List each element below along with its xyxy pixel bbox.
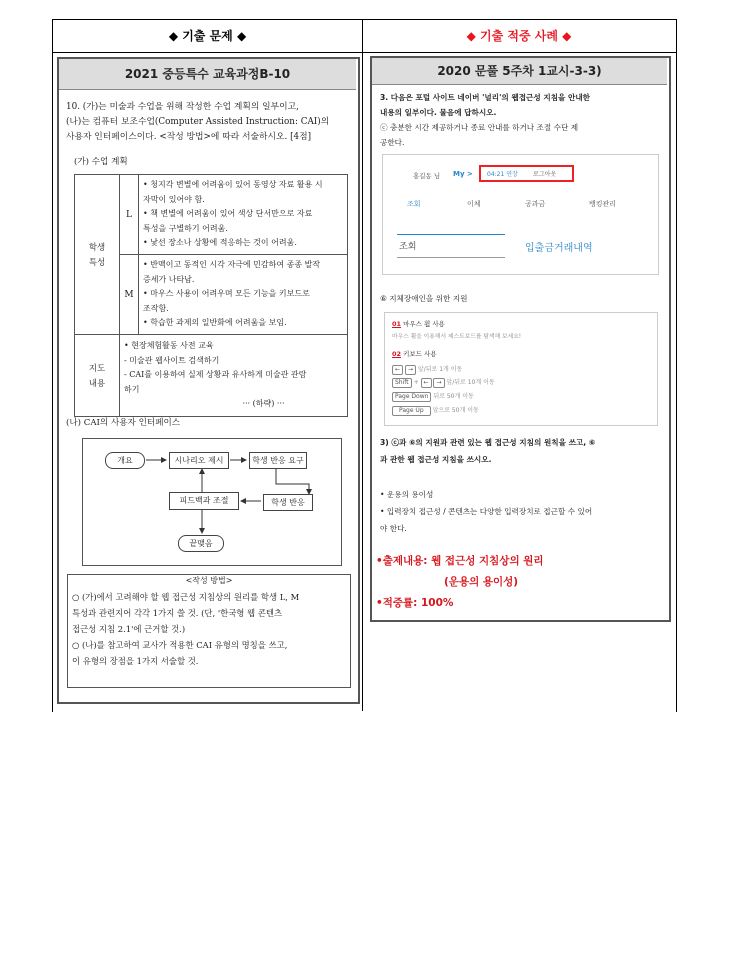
flow-scenario: 시나리오 제시	[169, 452, 229, 469]
key: ←	[392, 365, 403, 375]
header-divider	[52, 52, 676, 53]
key-desc: 앞으로 50개 이동	[432, 407, 479, 414]
trait-line: • 낯선 장소나 상황에 적응하는 것이 어려움.	[143, 238, 297, 248]
trait-line: • 마우스 사용이 어려우며 모든 기능을 키보드로	[143, 289, 310, 299]
guide-line: - CAI를 이용하여 실제 상황과 유사하게 미술관 관람	[124, 370, 307, 380]
key: Shift	[392, 378, 412, 388]
student-l: L	[120, 175, 139, 255]
web-tab-lookup[interactable]: 조회	[407, 200, 421, 208]
answer-line: 야 한다.	[380, 524, 407, 533]
right-column-header: ◆ 기출 적중 사례 ◆	[466, 29, 572, 43]
result-hit-rate: •적중률: 100%	[376, 597, 454, 609]
result-content: •출제내용: 웹 접근성 지침상의 원리	[376, 555, 544, 567]
key-row	[392, 391, 474, 402]
support-box	[384, 312, 658, 426]
mouse-desc: 마우스 휠을 이용해서 제스트보드를 탐색해 보세요!	[392, 334, 522, 340]
web-tab-transfer[interactable]: 이체	[467, 200, 481, 208]
omit-note: ··· (하략) ···	[242, 399, 285, 409]
writing-method-box	[67, 574, 351, 688]
web-tab-bills[interactable]: 공과금	[525, 200, 546, 208]
question-line: 10. (가)는 미술과 수업을 위해 작성한 수업 계획의 일부이고,	[66, 102, 299, 112]
trait-label-text: 학생 특성	[88, 241, 106, 267]
key-desc: 앞/뒤로 10개 이동	[446, 379, 495, 386]
answer-line: • 운용의 용이성	[380, 490, 434, 499]
method-title: <작성 방법>	[185, 576, 233, 585]
keyboard-title: 키보드 사용	[403, 350, 437, 358]
method-line: 이 유형의 장점을 1가지 서술할 것.	[72, 655, 199, 666]
intro-line: 3. 다음은 포털 사이트 네이버 '널리'의 웹접근성 지침을 안내한	[380, 93, 591, 102]
lookup-underline	[397, 257, 505, 258]
method-line: ○ (나)를 참고하여 교사가 적용한 CAI 유형의 명칭을 쓰고,	[72, 639, 288, 650]
guide-line: - 미술관 웹사이트 검색하기	[124, 355, 220, 365]
guide-content	[120, 335, 348, 417]
guide-line: • 현장체험활동 사전 교육	[124, 341, 214, 351]
method-line: ○ (가)에서 고려해야 할 웹 접근성 지침상의 원리를 학생 L, M	[72, 591, 300, 602]
logout-button[interactable]: 로그아웃	[533, 171, 557, 178]
guide-label-text: 지도 내용	[88, 362, 106, 388]
key-row	[392, 405, 479, 416]
method-line: 접근성 지침 2.1'에 근거할 것.)	[72, 623, 186, 634]
plan-label: (가) 수업 계획	[74, 157, 128, 167]
lookup-heading: 조회	[399, 242, 417, 252]
q3-line: 3) ⓒ과 ⑥의 지원과 관련 있는 웹 접근성 지침의 원칙을 쓰고, ⑥	[380, 438, 596, 447]
mouse-num: 01	[392, 320, 402, 328]
ui-label: (나) CAI의 사용자 인터페이스	[66, 418, 181, 428]
flow-end: 끝맺음	[178, 535, 224, 552]
question-line: 사용자 인터페이스이다. <작성 방법>에 따라 서술하시오. [4점]	[66, 132, 312, 142]
flow-feedback: 피드백과 조절	[169, 492, 239, 510]
cai-flow-diagram	[82, 438, 342, 566]
left-column-header: ◆ 기출 문제 ◆	[168, 29, 247, 43]
right-intro	[380, 90, 590, 150]
result-principle: (운용의 용이성)	[444, 576, 519, 588]
user-name: 홍길동 님	[413, 172, 441, 180]
flow-overview: 개요	[105, 452, 145, 469]
trait-line: • 반맥이고 동적인 시각 자극에 민감하여 종종 발작	[143, 260, 321, 270]
intro-line: ⓒ 충분한 시간 제공하거나 종료 안내를 하거나 조절 수단 제	[380, 123, 579, 132]
banking-web-screenshot	[382, 154, 659, 275]
question-line: (나)는 컴퓨터 보조수업(Computer Assisted Instruction: CAI)의	[66, 117, 330, 127]
question-3	[380, 434, 595, 468]
question-text	[66, 100, 329, 145]
answer	[380, 486, 592, 537]
hit-example-title: 2020 문풀 5주차 1교시-3-3)	[372, 58, 667, 85]
trait-line: • 청지각 변별에 어려움이 있어 동영상 자료 활용 시	[143, 180, 323, 190]
student-l-traits	[139, 175, 348, 255]
transaction-history-link[interactable]: 입출금거래내역	[525, 243, 593, 254]
student-m: M	[120, 255, 139, 335]
key: Page Down	[392, 392, 431, 402]
method-line: 특성과 관련지어 각각 1가지 쓸 것. (단, '한국형 웹 콘텐츠	[72, 607, 283, 618]
active-tab-underline	[397, 234, 505, 235]
key-plus: +	[413, 379, 419, 386]
keyboard-support	[392, 349, 437, 358]
key-row	[392, 364, 462, 375]
flow-request: 학생 반응 요구	[249, 452, 307, 469]
key: →	[433, 378, 444, 388]
mouse-title: 마우스 휠 사용	[403, 320, 445, 328]
key: ←	[421, 378, 432, 388]
keyboard-num: 02	[392, 350, 402, 358]
exam-question-title: 2021 중등특수 교육과정B-10	[59, 59, 356, 90]
key-desc: 뒤로 50개 이동	[433, 393, 474, 400]
intro-line: 공한다.	[380, 138, 405, 147]
trait-line: • 학습한 과제의 일반화에 어려움을 보임.	[143, 318, 287, 328]
trait-line: 조작함.	[143, 303, 169, 313]
flow-response: 학생 반응	[263, 494, 313, 511]
intro-line: 내용의 일부이다. 물음에 답하시오.	[380, 108, 497, 117]
trait-line: • 책 변별에 어려움이 있어 색상 단서만으로 자료	[143, 209, 313, 219]
key-row	[392, 377, 495, 388]
column-divider	[362, 19, 363, 711]
key: Page Up	[392, 406, 431, 416]
trait-line: 자막이 있어야 함.	[143, 194, 205, 204]
web-tab-banking[interactable]: 뱅킹관리	[589, 200, 617, 208]
support-title: ⑥ 지체장애인을 위한 지원	[380, 294, 468, 303]
mouse-support	[392, 319, 445, 328]
guide-line: 하기	[124, 384, 140, 394]
session-extend-button[interactable]: 04:21 연장	[487, 171, 518, 178]
q3-line: 과 관한 웹 접근성 지침을 쓰시오.	[380, 455, 492, 464]
trait-line: 특성을 구별하기 어려움.	[143, 223, 228, 233]
lesson-plan-table	[74, 174, 348, 417]
trait-label	[75, 175, 120, 335]
key: →	[405, 365, 416, 375]
guide-label	[75, 335, 120, 417]
answer-line: • 입력장치 접근성 / 콘텐츠는 다양한 입력장치로 접근할 수 있어	[380, 507, 593, 516]
my-link[interactable]: My >	[453, 170, 473, 178]
student-m-traits	[139, 255, 348, 335]
trait-line: 증세가 나타남.	[143, 274, 195, 284]
key-desc: 앞/뒤로 1개 이동	[417, 366, 463, 373]
